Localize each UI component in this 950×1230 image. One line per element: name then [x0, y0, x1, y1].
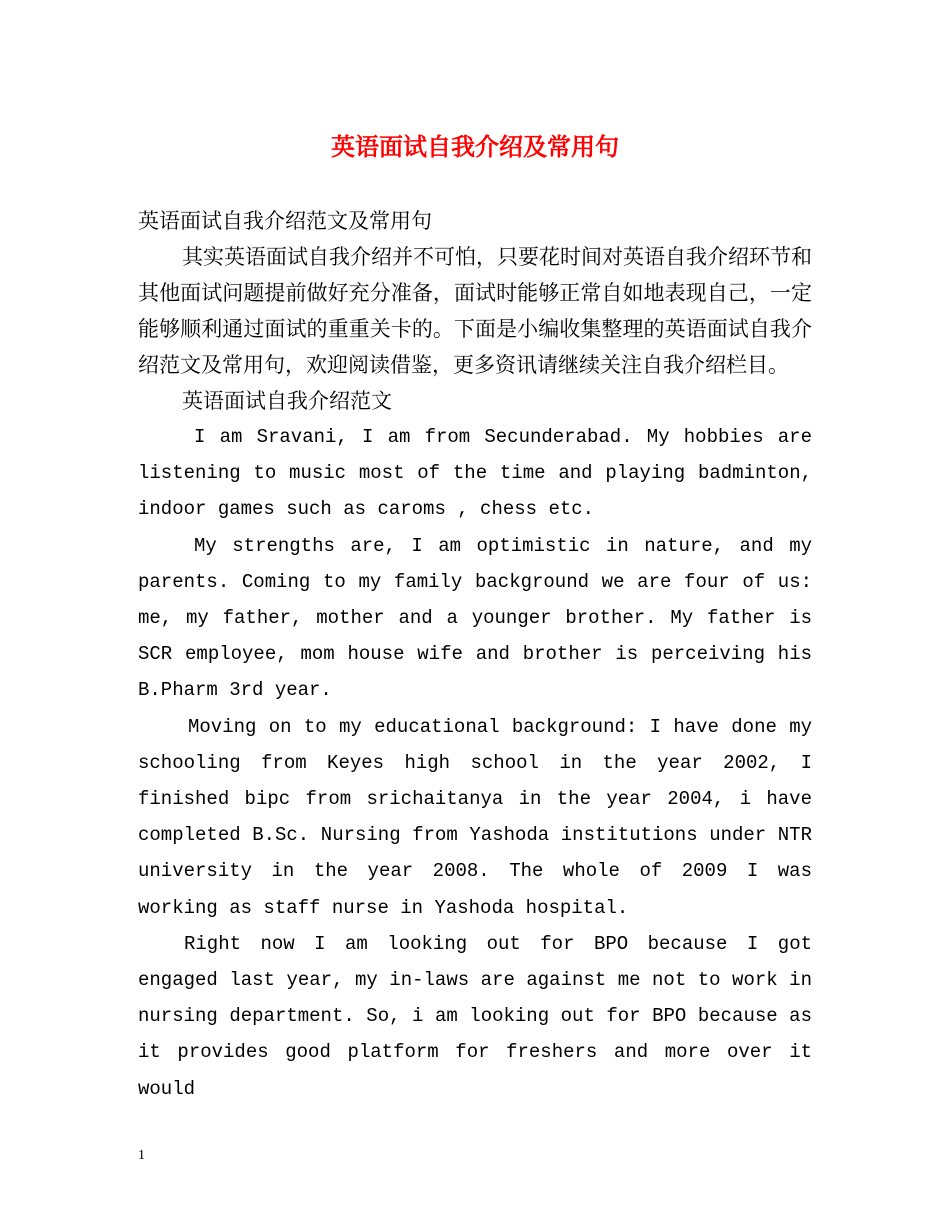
page-number: 1: [138, 1148, 145, 1163]
english-paragraph-family: My strengths are, I am optimistic in nature, and my parents. Coming to my family background we are four of us: me, my father, mother and a younger brother. My father is SCR employee, mom house wife and brother is perceiving his B.Pharm 3rd year.: [138, 534, 812, 702]
document-title: 英语面试自我介绍及常用句: [331, 132, 619, 161]
english-paragraph-career: Right now I am looking out for BPO because I got engaged last year, my in-laws are against me not to work in nursing department. So, i am looking out for BPO because as it provides good platform for freshers and more over it would: [138, 932, 812, 1100]
section-heading: 英语面试自我介绍范文: [182, 389, 392, 413]
english-paragraph-education: Moving on to my educational background: I have done my schooling from Keyes high school in the year 2002, I finished bipc from srichaitanya in the year 2004, i have completed B.Sc. Nursing from Yashoda institutions under NTR university in the year 2008. The whole of 2009 I was working as staff nurse in Yashoda hospital.: [138, 715, 812, 919]
intro-paragraph: 其实英语面试自我介绍并不可怕，只要花时间对英语自我介绍环节和其他面试问题提前做好充分准备，面试时能够正常自如地表现自己，一定能够顺利通过面试的重重关卡的。下面是小编收集整理的英语面试自我介绍范文及常用句，欢迎阅读借鉴，更多资讯请继续关注自我介绍栏目。: [138, 245, 812, 377]
document-body: [138, 203, 812, 1107]
subtitle-paragraph: 英语面试自我介绍范文及常用句: [138, 209, 432, 233]
english-paragraph-hobbies: I am Sravani, I am from Secunderabad. My hobbies are listening to music most of the time and playing badminton, indoor games such as caroms , chess etc.: [138, 426, 812, 521]
